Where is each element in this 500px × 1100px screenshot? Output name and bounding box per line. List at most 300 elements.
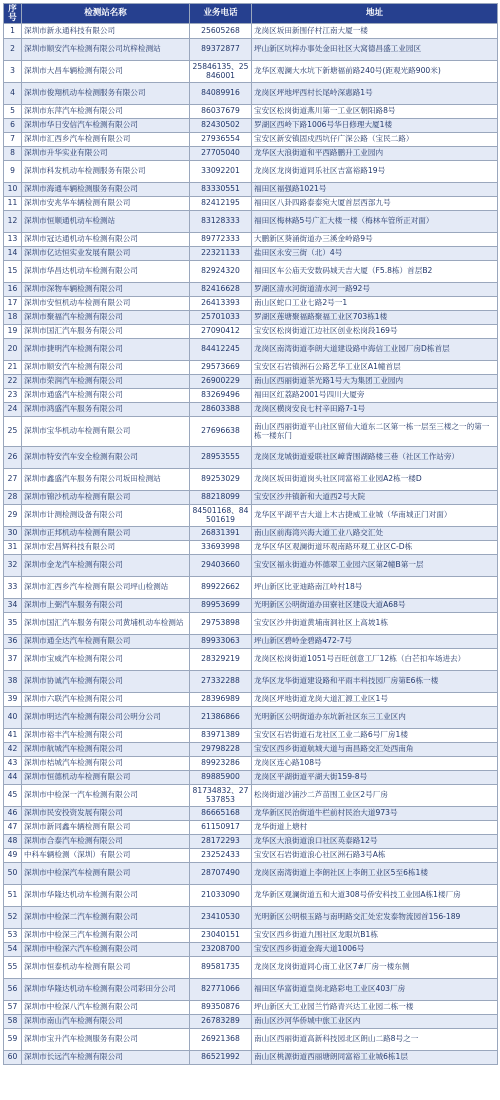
cell-no: 46 [4,807,22,821]
cell-phone: 28172293 [190,835,252,849]
cell-address: 福田区车公庙天安数码城天吉大厦（F5.8栋）首层B2 [252,261,498,283]
cell-address: 宝安区福永街道办怀德翠工业园六区第2幢B第一层 [252,555,498,577]
table-row [4,807,498,821]
cell-name: 深圳市民安投资发展有限公司 [22,807,190,821]
cell-no: 22 [4,375,22,389]
cell-phone: 86521992 [190,1051,252,1065]
cell-phone: 26921368 [190,1029,252,1051]
cell-address: 宝安区松岗街道江边社区创业松岗段169号 [252,325,498,339]
cell-phone: 21386866 [190,707,252,729]
cell-no: 23 [4,389,22,403]
cell-name: 深圳市明达汽车检测有限公司公明分公司 [22,707,190,729]
cell-no: 57 [4,1001,22,1015]
cell-name: 深圳市恒泰机动车检测有限公司 [22,957,190,979]
table-row [4,541,498,555]
cell-no: 55 [4,957,22,979]
table-row [4,261,498,283]
cell-address: 福田区八卦四路泰泰宛大厦首层西部九号 [252,197,498,211]
cell-phone: 27705040 [190,147,252,161]
cell-phone: 28329219 [190,649,252,671]
cell-no: 16 [4,283,22,297]
cell-no: 6 [4,119,22,133]
cell-no: 1 [4,24,22,39]
cell-phone: 28603388 [190,403,252,417]
cell-name: 深圳市华日安信汽车检测有限公司 [22,119,190,133]
cell-address: 龙华新区观澜街道五和大道308号侨安科技工业园A栋1楼厂房 [252,885,498,907]
cell-phone: 25846135、25846001 [190,61,252,83]
table-row [4,247,498,261]
cell-no: 56 [4,979,22,1001]
cell-phone: 26831391 [190,527,252,541]
cell-address: 宝安区西乡街道航城大道与南昌路交汇处西南角 [252,743,498,757]
col-header-address: 地址 [252,4,498,24]
cell-phone: 29798228 [190,743,252,757]
cell-phone: 89772333 [190,233,252,247]
cell-phone: 27696638 [190,417,252,447]
cell-no: 48 [4,835,22,849]
cell-phone: 89933063 [190,635,252,649]
table-row [4,197,498,211]
cell-name: 深圳市桔城汽车检测有限公司 [22,757,190,771]
cell-no: 30 [4,527,22,541]
cell-phone: 29403660 [190,555,252,577]
table-row [4,339,498,361]
cell-address: 龙岗区横岗安良七村辛田路7-1号 [252,403,498,417]
cell-address: 龙华区平湖平吉大道上木古捷威工业城（华南城正门对面） [252,505,498,527]
table-row [4,1015,498,1029]
table-row [4,979,498,1001]
cell-name: 深圳市宝华机动车检测有限公司 [22,417,190,447]
table-row [4,771,498,785]
cell-no: 60 [4,1051,22,1065]
cell-no: 7 [4,133,22,147]
table-header-row [4,4,498,24]
table-row [4,311,498,325]
table-row [4,821,498,835]
table-row [4,389,498,403]
cell-address: 宝安区沙井街道黄埔南洞社区上高坡1栋 [252,613,498,635]
table-row [4,417,498,447]
table-row [4,693,498,707]
cell-no: 47 [4,821,22,835]
table-row [4,671,498,693]
cell-name: 深圳市正邦机动车检测有限公司 [22,527,190,541]
cell-name: 深圳市升华实业有限公司 [22,147,190,161]
cell-address: 龙岗区龙岗街道同乐社区吉富裕路19号 [252,161,498,183]
cell-address: 龙岗区连心路108号 [252,757,498,771]
table-row [4,907,498,929]
cell-no: 14 [4,247,22,261]
cell-no: 3 [4,61,22,83]
table-row [4,447,498,469]
cell-name: 深圳市大昌车辆检测有限公司 [22,61,190,83]
table-row [4,505,498,527]
col-header-name: 检测站名称 [22,4,190,24]
table-row [4,707,498,729]
station-table-wrap [3,3,497,1065]
cell-no: 15 [4,261,22,283]
cell-address: 龙华区龙华街道建设路和平雨丰科技园厂房第E6栋一楼 [252,671,498,693]
table-row [4,61,498,83]
cell-name: 深圳市金龙汽车检测有限公司 [22,555,190,577]
cell-address: 宝安区松岗街道燕川第一工业区朝阳路8号 [252,105,498,119]
table-row [4,1051,498,1065]
cell-name: 深圳市特安汽车安全检测有限公司 [22,447,190,469]
cell-name: 深圳市上弼汽车服务有限公司 [22,599,190,613]
cell-name: 深圳市计测检测设备有限公司 [22,505,190,527]
cell-phone: 88218099 [190,491,252,505]
table-row [4,211,498,233]
cell-address: 龙岗区南湾街道上李朗社区上李朗工业区5至6栋1楼 [252,863,498,885]
cell-name: 深圳市中检深三汽车检测有限公司 [22,929,190,943]
cell-phone: 23252433 [190,849,252,863]
cell-name: 深圳市锦沙机动车检测有限公司 [22,491,190,505]
cell-address: 龙岗区坂田新围仔村江南大厦一楼 [252,24,498,39]
cell-no: 11 [4,197,22,211]
table-row [4,403,498,417]
cell-address: 南山区西丽街道平山社区留仙大道东二区第一栋一层至三楼之一的第一栋一楼东门 [252,417,498,447]
cell-no: 9 [4,161,22,183]
cell-no: 59 [4,1029,22,1051]
cell-phone: 82412195 [190,197,252,211]
cell-name: 深圳市宝威汽车检测有限公司 [22,649,190,671]
cell-phone: 23040151 [190,929,252,943]
cell-address: 龙华区华区观澜街道环观南路环观工业区C-D栋 [252,541,498,555]
cell-phone: 27936554 [190,133,252,147]
cell-no: 27 [4,469,22,491]
cell-no: 40 [4,707,22,729]
cell-phone: 23208700 [190,943,252,957]
cell-address: 南山区蛇口工业七路2号一1 [252,297,498,311]
cell-address: 龙岗区松岗街道1051号百旺创意工厂12栋（白芒扣车场进去） [252,649,498,671]
cell-name: 深圳市航城汽车检测有限公司 [22,743,190,757]
table-row [4,325,498,339]
table-row [4,849,498,863]
table-row [4,957,498,979]
cell-no: 8 [4,147,22,161]
cell-phone: 21033090 [190,885,252,907]
cell-address: 南山区沙河华侨城中旅工业区内 [252,1015,498,1029]
cell-name: 深圳市裕丰汽车检测有限公司 [22,729,190,743]
cell-address: 南山区前海湾兴海大道工业八路交汇处 [252,527,498,541]
cell-no: 10 [4,183,22,197]
cell-name: 深圳市中检深一汽车检测有限公司 [22,785,190,807]
cell-phone: 86665168 [190,807,252,821]
cell-name: 深圳市宝升汽车检测服务有限公司 [22,1029,190,1051]
cell-name: 深圳市冠达通机动车检测有限公司 [22,233,190,247]
table-body [4,24,498,1065]
cell-phone: 82416628 [190,283,252,297]
cell-address: 福田区红荔路2001号四川大厦旁 [252,389,498,403]
cell-no: 12 [4,211,22,233]
cell-phone: 89922662 [190,577,252,599]
cell-no: 21 [4,361,22,375]
table-row [4,1001,498,1015]
cell-phone: 28396989 [190,693,252,707]
cell-address: 大鹏新区葵涌街道办三溪金岭路9号 [252,233,498,247]
cell-address: 罗湖区西岭下路1006号华日修理大厦1楼 [252,119,498,133]
cell-address: 宝安区石岩镇洲石公路艺华工业区A1幢首层 [252,361,498,375]
cell-address: 龙岗区龙城街道爱联社区嶂背围湖路楼三巷（社区工作站旁） [252,447,498,469]
cell-name: 深圳市通全达汽车检测有限公司 [22,635,190,649]
table-row [4,729,498,743]
cell-no: 35 [4,613,22,635]
cell-name: 深圳市华昌达机动车检测有限公司 [22,261,190,283]
cell-name: 深圳市华隆达机动车检测有限公司彩田分公司 [22,979,190,1001]
station-table [3,3,498,1065]
cell-name: 深圳市俊翔机动车检测服务有限公司 [22,83,190,105]
cell-phone: 89372877 [190,39,252,61]
cell-address: 南山区西丽街道高新科技园北区朗山二路8号之一 [252,1029,498,1051]
cell-address: 宝安区沙井镇新和大道西2号大院 [252,491,498,505]
cell-no: 32 [4,555,22,577]
cell-address: 光明新区公明街道办东坑新社区东三工业区内 [252,707,498,729]
cell-name: 中科车辆检测（深圳）有限公司 [22,849,190,863]
cell-phone: 81734832、27537853 [190,785,252,807]
cell-name: 深圳市顺安汽车检测有限公司 [22,361,190,375]
cell-phone: 25701033 [190,311,252,325]
table-row [4,943,498,957]
table-row [4,469,498,491]
cell-no: 53 [4,929,22,943]
cell-phone: 27090412 [190,325,252,339]
cell-address: 龙岗区平湖街道平湖大街159-8号 [252,771,498,785]
cell-phone: 82430502 [190,119,252,133]
cell-address: 宝安区西乡街道金海大道1006号 [252,943,498,957]
cell-no: 33 [4,577,22,599]
cell-phone: 83128333 [190,211,252,233]
table-row [4,929,498,943]
cell-name: 深圳市六联汽车检测有限公司 [22,693,190,707]
cell-address: 宝安区西乡街道九围社区龙眼坑B1栋 [252,929,498,943]
cell-no: 19 [4,325,22,339]
cell-no: 29 [4,505,22,527]
cell-address: 龙岗区龙岗街道同心南工业区7#厂房一楼东侧 [252,957,498,979]
cell-name: 深圳市国汇汽车服务有限公司黄埔机动车检测站 [22,613,190,635]
cell-name: 深圳市顺安汽车检测有限公司坑梓检测站 [22,39,190,61]
col-header-phone: 业务电话 [190,4,252,24]
cell-phone: 23410530 [190,907,252,929]
cell-no: 54 [4,943,22,957]
cell-no: 4 [4,83,22,105]
cell-phone: 26413393 [190,297,252,311]
cell-phone: 33693998 [190,541,252,555]
cell-name: 深圳市科发机动车检测服务有限公司 [22,161,190,183]
cell-name: 深圳市海通车辆检测服务有限公司 [22,183,190,197]
cell-address: 福田区华富街道皇岗北路彩电工业区403厂房 [252,979,498,1001]
cell-phone: 84412245 [190,339,252,361]
table-row [4,885,498,907]
cell-phone: 83330551 [190,183,252,197]
cell-name: 深圳市合泰汽车检测有限公司 [22,835,190,849]
cell-no: 50 [4,863,22,885]
cell-phone: 25605268 [190,24,252,39]
cell-address: 龙岗区坂田街道岗头社区同富裕工业园A2栋一楼D [252,469,498,491]
cell-name: 深圳市宏昌辉科技有限公司 [22,541,190,555]
table-row [4,361,498,375]
cell-no: 2 [4,39,22,61]
cell-address: 龙华新区民治街道牛栏前村民治大道973号 [252,807,498,821]
cell-name: 深圳市荣润汽车检测有限公司 [22,375,190,389]
cell-address: 宝安区新安镇固戍西坑仔广深公路（宝民二路） [252,133,498,147]
table-row [4,24,498,39]
cell-name: 深圳市鑫盛汽车服务有限公司坂田检测站 [22,469,190,491]
cell-phone: 84089916 [190,83,252,105]
cell-address: 南山区西丽街道茶光路1号大为集团工业园内 [252,375,498,389]
cell-phone: 83971389 [190,729,252,743]
cell-address: 龙岗区坪地街道龙岗大道汇源工业区1号 [252,693,498,707]
cell-phone: 89953699 [190,599,252,613]
cell-name: 深圳市新永通科技有限公司 [22,24,190,39]
cell-phone: 26783289 [190,1015,252,1029]
table-row [4,161,498,183]
cell-name: 深圳市南山汽车检测有限公司 [22,1015,190,1029]
table-row [4,147,498,161]
cell-phone: 89253029 [190,469,252,491]
cell-no: 17 [4,297,22,311]
cell-address: 福田区梅林路5号广汇大楼一楼（梅林车管所正对面） [252,211,498,233]
table-row [4,743,498,757]
cell-name: 深圳市深物车辆检测有限公司 [22,283,190,297]
cell-no: 24 [4,403,22,417]
cell-no: 34 [4,599,22,613]
table-row [4,491,498,505]
cell-address: 龙岗区坪地坪西村长尾岭深惠路1号 [252,83,498,105]
cell-name: 深圳市安恒机动车检测有限公司 [22,297,190,311]
table-row [4,649,498,671]
cell-phone: 89350876 [190,1001,252,1015]
cell-name: 深圳市华隆达机动车检测有限公司 [22,885,190,907]
table-row [4,283,498,297]
cell-name: 深圳市鸿盛汽车服务有限公司 [22,403,190,417]
cell-phone: 29573669 [190,361,252,375]
col-header-no: 序号 [4,4,22,24]
cell-address: 龙华区大浪街道和平西路鹏升工业园内 [252,147,498,161]
cell-no: 52 [4,907,22,929]
table-row [4,785,498,807]
table-row [4,635,498,649]
table-row [4,83,498,105]
table-row [4,863,498,885]
cell-phone: 27332288 [190,671,252,693]
table-row [4,555,498,577]
table-row [4,835,498,849]
cell-name: 深圳市恒德机动车检测有限公司 [22,771,190,785]
cell-no: 39 [4,693,22,707]
cell-address: 龙华区观澜大水坑下新塘福前路240号(距观光路900米) [252,61,498,83]
cell-phone: 82924320 [190,261,252,283]
cell-address: 宝安区石岩街道浪心社区洲石路3号A栋 [252,849,498,863]
cell-address: 光明新区公明街道办田寮社区建设大道A68号 [252,599,498,613]
table-row [4,119,498,133]
table-row [4,297,498,311]
cell-no: 25 [4,417,22,447]
cell-name: 深圳市聚福汽车检测有限公司 [22,311,190,325]
cell-name: 深圳市安兆华车辆检测有限公司 [22,197,190,211]
cell-address: 龙华区大浪街道浪口社区英泰路12号 [252,835,498,849]
cell-phone: 89923286 [190,757,252,771]
cell-phone: 84501168、84501619 [190,505,252,527]
cell-phone: 82771066 [190,979,252,1001]
table-row [4,577,498,599]
cell-address: 坪山新区坑梓办事处金田社区大窝德昌盛工业园区 [252,39,498,61]
cell-address: 坪山新区比亚迪路南江岭村18号 [252,577,498,599]
cell-address: 光明新区公明根玉路与南明路交汇处宏发泰物流园首156-189 [252,907,498,929]
cell-no: 31 [4,541,22,555]
cell-name: 深圳市协诚汽车检测有限公司 [22,671,190,693]
cell-no: 18 [4,311,22,325]
cell-no: 49 [4,849,22,863]
cell-phone: 61150917 [190,821,252,835]
cell-name: 深圳市中检深二汽车检测有限公司 [22,907,190,929]
cell-no: 26 [4,447,22,469]
cell-address: 松岗街道沙浦沙二芦苗围工业区2号厂房 [252,785,498,807]
cell-phone: 29753898 [190,613,252,635]
cell-address: 坪山新区大工业园兰竹路青兴达工业园二栋一楼 [252,1001,498,1015]
cell-address: 南山区桃源街道西丽塘朗同富裕工业城6栋1层 [252,1051,498,1065]
cell-phone: 28953555 [190,447,252,469]
cell-no: 38 [4,671,22,693]
table-row [4,233,498,247]
cell-phone: 33092201 [190,161,252,183]
cell-no: 58 [4,1015,22,1029]
cell-no: 28 [4,491,22,505]
table-row [4,1029,498,1051]
table-row [4,105,498,119]
cell-name: 深圳市中检深汽车检测有限公司 [22,863,190,885]
cell-no: 37 [4,649,22,671]
cell-name: 深圳市国汇汽车服务有限公司 [22,325,190,339]
cell-no: 20 [4,339,22,361]
cell-name: 深圳市亿达恒实业发展有限公司 [22,247,190,261]
cell-no: 45 [4,785,22,807]
cell-name: 深圳市捷明汽车检测有限公司 [22,339,190,361]
table-row [4,599,498,613]
cell-name: 深圳市汇西乡汽车检测有限公司 [22,133,190,147]
cell-name: 深圳市汇西乡汽车检测有限公司坪山检测站 [22,577,190,599]
cell-address: 盐田区永安三街（北）4号 [252,247,498,261]
cell-address: 福田区福强路1021号 [252,183,498,197]
cell-name: 深圳市通盛汽车检测有限公司 [22,389,190,403]
cell-no: 36 [4,635,22,649]
cell-name: 深圳市中检深八汽车检测有限公司 [22,1001,190,1015]
table-row [4,757,498,771]
cell-name: 深圳市中检深六汽车检测有限公司 [22,943,190,957]
cell-no: 41 [4,729,22,743]
cell-name: 深圳市新同鑫车辆检测有限公司 [22,821,190,835]
cell-address: 坪山新区碧岭金碧路472-7号 [252,635,498,649]
table-row [4,613,498,635]
cell-address: 罗湖区莲塘聚福路聚福工业区703栋1楼 [252,311,498,325]
table-row [4,133,498,147]
table-row [4,39,498,61]
cell-address: 龙岗区南湾街道李朗大道建设路中海信工业园厂房D栋首层 [252,339,498,361]
table-row [4,527,498,541]
cell-phone: 83269496 [190,389,252,403]
cell-no: 43 [4,757,22,771]
cell-phone: 89885900 [190,771,252,785]
table-row [4,183,498,197]
cell-address: 龙华街道上塘村 [252,821,498,835]
cell-phone: 26900229 [190,375,252,389]
table-row [4,375,498,389]
cell-name: 深圳市恒顺通机动车检测站 [22,211,190,233]
cell-phone: 86037679 [190,105,252,119]
cell-address: 罗湖区清水河街道清水河一路92号 [252,283,498,297]
cell-no: 42 [4,743,22,757]
cell-phone: 28707490 [190,863,252,885]
cell-no: 51 [4,885,22,907]
